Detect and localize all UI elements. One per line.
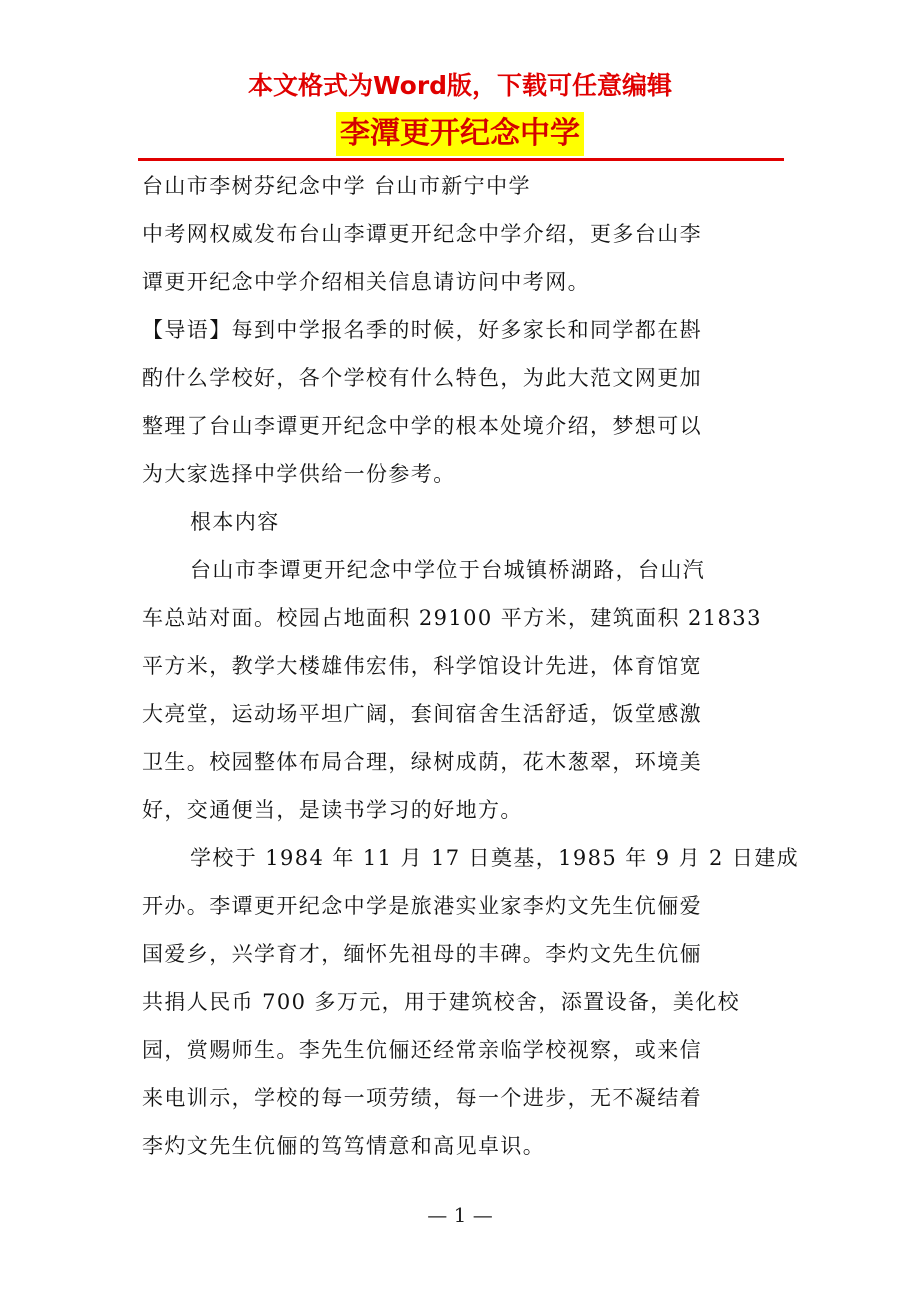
body-line: 学校于 1984 年 11 月 17 日奠基，1985 年 9 月 2 日建成 bbox=[190, 846, 800, 870]
body-line: 车总站对面。校园占地面积 29100 平方米，建筑面积 21833 bbox=[142, 606, 762, 630]
body-line: 好，交通便当，是读书学习的好地方。 bbox=[142, 798, 523, 822]
body-line: 【导语】每到中学报名季的时候，好多家长和同学都在斟 bbox=[142, 318, 702, 342]
body-line: 开办。李谭更开纪念中学是旅港实业家李灼文先生伉俪爱 bbox=[142, 894, 702, 918]
format-banner: 本文格式为Word版，下载可任意编辑 bbox=[247, 71, 673, 100]
body-line: 大亮堂，运动场平坦广阔，套间宿舍生活舒适，饭堂感激 bbox=[142, 702, 702, 726]
body-line: 来电训示，学校的每一项劳绩，每一个进步，无不凝结着 bbox=[142, 1086, 702, 1110]
title-container bbox=[0, 112, 920, 156]
body-line: 台山市李谭更开纪念中学位于台城镇桥湖路，台山汽 bbox=[190, 558, 706, 582]
page-number: — 1 — bbox=[427, 1203, 493, 1227]
body-line: 园，赏赐师生。李先生伉俪还经常亲临学校视察，或来信 bbox=[142, 1038, 702, 1062]
body-line: 台山市李树芬纪念中学 台山市新宁中学 bbox=[142, 174, 531, 198]
body-line: 李灼文先生伉俪的笃笃情意和高见卓识。 bbox=[142, 1134, 546, 1158]
body-line: 谭更开纪念中学介绍相关信息请访问中考网。 bbox=[142, 270, 590, 294]
document-title: 李潭更开纪念中学 bbox=[336, 112, 584, 156]
body-line: 卫生。校园整体布局合理，绿树成荫，花木葱翠，环境美 bbox=[142, 750, 702, 774]
body-line: 整理了台山李谭更开纪念中学的根本处境介绍，梦想可以 bbox=[142, 414, 702, 438]
body-line: 共捐人民币 700 多万元，用于建筑校舍，添置设备，美化校 bbox=[142, 990, 741, 1014]
body-line: 国爱乡，兴学育才，缅怀先祖母的丰碑。李灼文先生伉俪 bbox=[142, 942, 702, 966]
body-line: 酌什么学校好，各个学校有什么特色，为此大范文网更加 bbox=[142, 366, 702, 390]
body-line: 中考网权威发布台山李谭更开纪念中学介绍，更多台山李 bbox=[142, 222, 702, 246]
body-line: 平方米，教学大楼雄伟宏伟，科学馆设计先进，体育馆宽 bbox=[142, 654, 702, 678]
body-line: 为大家选择中学供给一份参考。 bbox=[142, 462, 456, 486]
title-divider bbox=[138, 158, 784, 161]
section-heading: 根本内容 bbox=[190, 510, 280, 534]
